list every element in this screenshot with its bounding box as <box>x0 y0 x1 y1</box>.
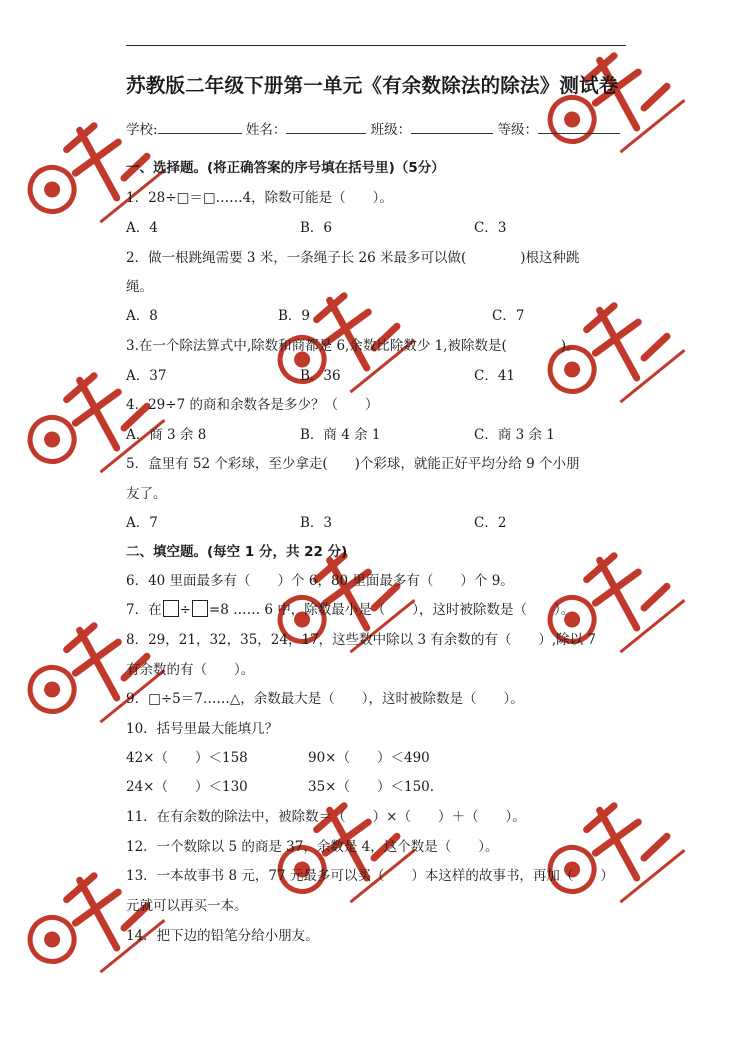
grade-label: 等级： <box>497 122 538 138</box>
option-a[interactable]: A．商 3 余 8 <box>126 427 207 443</box>
question-13-line2: 元就可以再买一本。 <box>126 898 248 914</box>
option-c[interactable]: C．商 3 余 1 <box>474 427 555 443</box>
section1-heading: 一、选择题。(将正确答案的序号填在括号里)（5分） <box>126 160 445 176</box>
name-field[interactable] <box>286 121 366 134</box>
option-a[interactable]: A．8 <box>126 308 158 324</box>
student-info-line <box>126 118 620 138</box>
question-4: 4．29÷7 的商和余数各是多少？（ ） <box>126 397 379 413</box>
grade-field[interactable] <box>538 121 620 134</box>
watermark-icon <box>534 785 693 924</box>
dividend-box[interactable] <box>163 600 179 617</box>
option-c[interactable]: C．7 <box>492 308 525 324</box>
option-c[interactable]: C．2 <box>474 515 507 531</box>
option-c[interactable]: C．3 <box>474 220 507 236</box>
expression-3: 24×（ ）＜130 <box>126 779 248 795</box>
question-1: 1．28÷□＝□……4，除数可能是（ ）。 <box>126 190 393 206</box>
divide-sign: ÷ <box>179 602 191 618</box>
question-5-line2: 友了。 <box>126 486 167 502</box>
question-14: 14．把下边的铅笔分给小朋友。 <box>126 928 319 944</box>
question-9: 9．□÷5＝7……△，余数最大是（ ），这时被除数是（ ）。 <box>126 691 524 707</box>
option-a[interactable]: A．4 <box>126 220 158 236</box>
watermark-icon <box>534 35 693 174</box>
option-c[interactable]: C．41 <box>474 368 516 384</box>
expression-4: 35×（ ）＜150. <box>308 779 435 795</box>
expression-1: 42×（ ）＜158 <box>126 750 248 766</box>
option-b[interactable]: B．6 <box>300 220 333 236</box>
class-label: 班级： <box>370 122 412 138</box>
question-10: 10．括号里最大能填几？ <box>126 721 279 737</box>
name-label: 姓名： <box>245 122 287 138</box>
question-7 <box>126 598 574 618</box>
school-field[interactable] <box>158 121 242 134</box>
question-8-line2: 有余数的有（ ）。 <box>126 662 255 678</box>
expression-2: 90×（ ）＜490 <box>308 750 430 766</box>
option-b[interactable]: B．36 <box>300 368 341 384</box>
question-13-line1: 13．一本故事书 8 元，77 元最多可以买（ ）本这样的故事书，再加（ ） <box>126 868 614 884</box>
school-label: 学校: <box>126 122 158 138</box>
question-11: 11．在有余数的除法中，被除数＝（ ）×（ ）＋（ ）。 <box>126 809 526 825</box>
option-b[interactable]: B．3 <box>300 515 333 531</box>
question-7-prefix: 7．在 <box>126 602 162 618</box>
class-field[interactable] <box>411 121 493 134</box>
question-2-line1: 2．做一根跳绳需要 3 米，一条绳子长 26 米最多可以做( )根这种跳 <box>126 250 580 266</box>
page-title: 苏教版二年级下册第一单元《有余数除法的除法》测试卷 <box>126 74 619 97</box>
option-a[interactable]: A．37 <box>126 368 167 384</box>
question-6: 6．40 里面最多有（ ）个 6，80 里面最多有（ ）个 9。 <box>126 573 514 589</box>
option-b[interactable]: B．商 4 余 1 <box>300 427 381 443</box>
question-7-rest: =8 …… 6 中，除数最小是（ ），这时被除数是（ ）。 <box>208 602 575 618</box>
question-5-line1: 5．盒里有 52 个彩球，至少拿走( )个彩球，就能正好平均分给 9 个小朋 <box>126 456 580 472</box>
question-12: 12．一个数除以 5 的商是 37，余数是 4，这个数是（ ）。 <box>126 839 499 855</box>
divisor-box[interactable] <box>192 600 208 617</box>
question-3: 3.在一个除法算式中,除数和商都是 6,余数比除数少 1,被除数是( )。 <box>126 338 580 354</box>
section2-heading: 二、填空题。(每空 1 分，共 22 分) <box>126 544 348 560</box>
question-8-line1: 8．29，21，32，35，24，17，这些数中除以 3 有余数的有（ ）,除以 7 <box>126 632 597 648</box>
watermark-icon <box>534 285 693 424</box>
header-rule <box>126 45 626 46</box>
question-2-line2: 绳。 <box>126 279 153 295</box>
option-b[interactable]: B．9 <box>278 308 311 324</box>
option-a[interactable]: A．7 <box>126 515 158 531</box>
